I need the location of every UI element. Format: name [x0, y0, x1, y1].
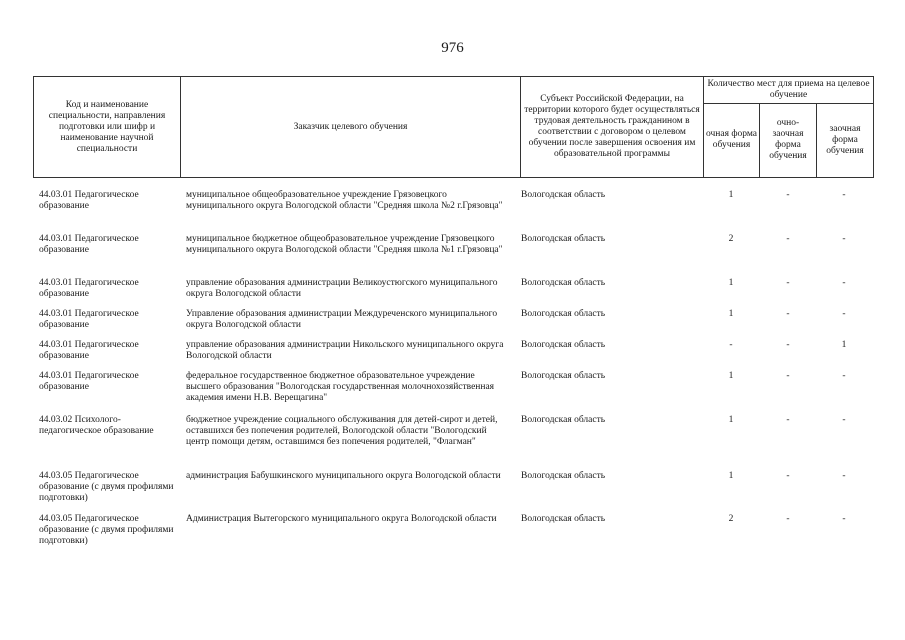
row-correspondence: - [842, 415, 846, 425]
row-customer: Администрация Вытегорского муниципального округа Вологодской области [186, 514, 497, 524]
row-full-time: 1 [728, 309, 734, 319]
row-correspondence: - [842, 234, 846, 244]
row-customer: муниципальное бюджетное общеобразовательное учреждение Грязовецкого муниципального округа Вологодской области "Средняя школа №1 г.Грязовца" [186, 234, 503, 255]
row-part-time: - [786, 514, 790, 524]
header-customer: Заказчик целевого обучения [181, 77, 521, 178]
row-code: 44.03.02 Психолого-педагогическое образование [39, 415, 154, 436]
row-code: 44.03.01 Педагогическое образование [39, 278, 139, 299]
row-correspondence: - [842, 471, 846, 481]
row-full-time: 1 [728, 278, 734, 288]
row-code: 44.03.01 Педагогическое образование [39, 234, 139, 255]
row-full-time: 1 [728, 471, 734, 481]
row-part-time: - [786, 415, 790, 425]
row-code: 44.03.01 Педагогическое образование [39, 340, 139, 361]
row-part-time: - [786, 234, 790, 244]
row-code: 44.03.05 Педагогическое образование (с двумя профилями подготовки) [39, 471, 174, 503]
row-region: Вологодская область [521, 514, 606, 524]
row-code: 44.03.05 Педагогическое образование (с двумя профилями подготовки) [39, 514, 174, 546]
row-correspondence: - [842, 309, 846, 319]
header-subject: Субъект Российской Федерации, на территории которого будет осуществляться трудовая деятельность гражданином в соответствии с договором о целевом обучении после завершения освоения им образовательной программы [521, 77, 704, 178]
page-number: 976 [441, 40, 464, 56]
row-part-time: - [786, 371, 790, 381]
row-customer: бюджетное учреждение социального обслуживания для детей-сирот и детей, оставшихся без попечения родителей, Вологодской области "Вологодский центр помощи детям, оставшимся без попечения родителей, "Флагман" [186, 415, 498, 447]
row-region: Вологодская область [521, 340, 606, 350]
row-code: 44.03.01 Педагогическое образование [39, 371, 139, 392]
row-part-time: - [786, 190, 790, 200]
row-full-time: 1 [728, 371, 734, 381]
row-region: Вологодская область [521, 471, 606, 481]
row-region: Вологодская область [521, 309, 606, 319]
row-full-time: 2 [728, 514, 734, 524]
row-correspondence: 1 [841, 340, 847, 350]
header-part-time: очно-заочная форма обучения [760, 103, 817, 177]
row-code: 44.03.01 Педагогическое образование [39, 309, 139, 330]
row-customer: Управление образования администрации Междуреченского муниципального округа Вологодской области [186, 309, 498, 330]
row-part-time: - [786, 309, 790, 319]
row-customer: управление образования администрации Никольского муниципального округа Вологодской области [186, 340, 504, 361]
row-full-time: 2 [728, 234, 734, 244]
row-correspondence: - [842, 371, 846, 381]
row-correspondence: - [842, 190, 846, 200]
row-part-time: - [786, 278, 790, 288]
row-code: 44.03.01 Педагогическое образование [39, 190, 139, 211]
row-customer: муниципальное общеобразовательное учреждение Грязовецкого муниципального округа Вологодской области "Средняя школа №2 г.Грязовца" [186, 190, 503, 211]
row-region: Вологодская область [521, 371, 606, 381]
row-full-time: 1 [728, 190, 734, 200]
row-region: Вологодская область [521, 278, 606, 288]
header-code: Код и наименование специальности, направления подготовки или шифр и наименование научной специальности [34, 77, 181, 178]
row-full-time: 1 [728, 415, 734, 425]
row-full-time: - [729, 340, 733, 350]
header-correspondence: заочная форма обучения [817, 103, 874, 177]
row-customer: администрация Бабушкинского муниципального округа Вологодской области [186, 471, 501, 481]
row-region: Вологодская область [521, 415, 606, 425]
row-correspondence: - [842, 514, 846, 524]
row-correspondence: - [842, 278, 846, 288]
row-customer: управление образования администрации Великоустюгского муниципального округа Вологодской области [186, 278, 498, 299]
row-customer: федеральное государственное бюджетное образовательное учреждение высшего образования "Вологодская государственная молочнохозяйственная академия имени Н.В. Верещагина" [186, 371, 495, 403]
row-region: Вологодская область [521, 190, 606, 200]
row-part-time: - [786, 471, 790, 481]
table-header [33, 76, 874, 178]
row-part-time: - [786, 340, 790, 350]
header-places: Количество мест для приема на целевое обучение [704, 77, 874, 104]
row-region: Вологодская область [521, 234, 606, 244]
header-full-time: очная форма обучения [704, 103, 760, 177]
